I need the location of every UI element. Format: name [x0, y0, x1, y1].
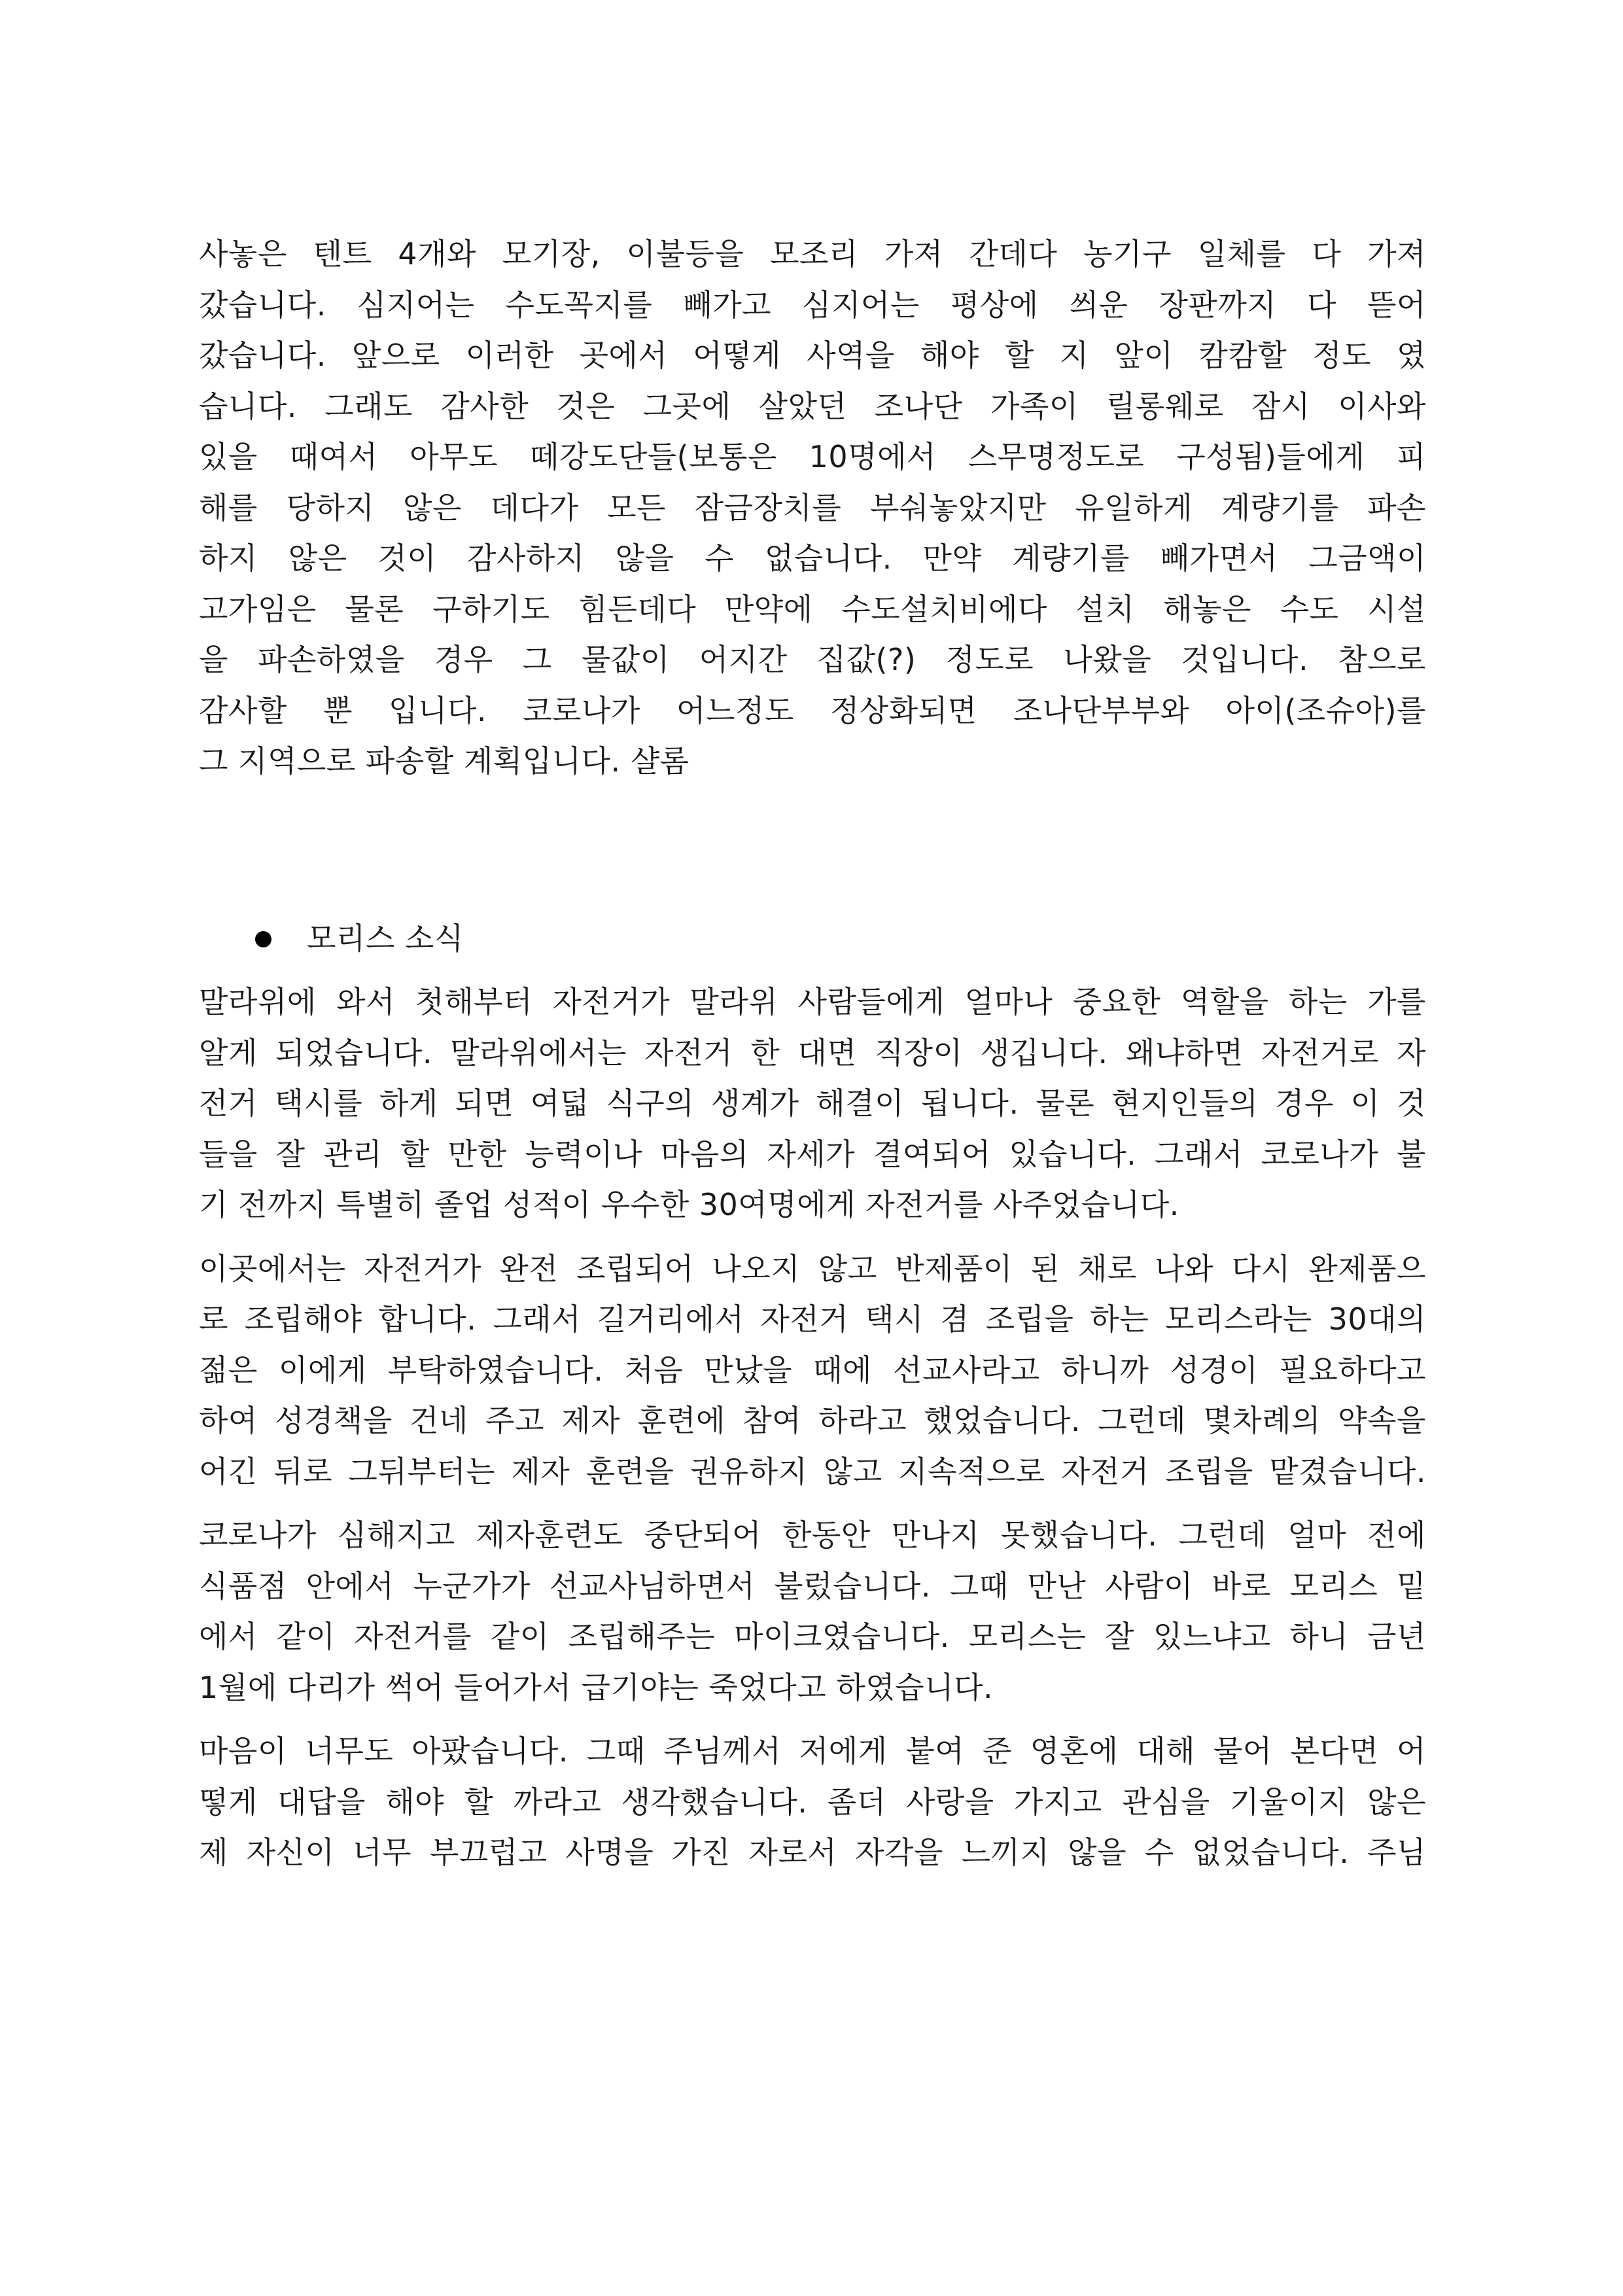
- paragraph-spacer: [199, 1497, 1426, 1510]
- paragraph-top-1: [199, 229, 1426, 787]
- text-line: 로 조립해야 합니다. 그래서 길거리에서 자전거 택시 겸 조립을 하는 모리스라는 30대의: [199, 1301, 1426, 1337]
- text-line: 기 전까지 특별히 졸업 성적이 우수한 30여명에게 자전거를 사주었습니다.: [199, 1187, 1179, 1222]
- text-line: 마음이 너무도 아팠습니다. 그때 주님께서 저에게 붙여 준 영혼에 대해 물어 본다면 어: [199, 1733, 1426, 1769]
- paragraph-spacer: [199, 1713, 1426, 1726]
- paragraph-bottom-3: [199, 1510, 1426, 1713]
- bullet-heading: 모리스 소식: [307, 920, 464, 956]
- text-line: 고가임은 물론 구하기도 힘든데다 만약에 수도설치비에다 설치 해놓은 수도 시설: [199, 591, 1426, 627]
- text-line: 떻게 대답을 해야 할 까라고 생각했습니다. 좀더 사랑을 가지고 관심을 기울이지 않은: [199, 1784, 1426, 1820]
- text-line: 해를 당하지 않은 데다가 모든 잠금장치를 부숴놓았지만 유일하게 계량기를 파손: [199, 489, 1426, 525]
- text-line: 감사할 뿐 입니다. 코로나가 어느정도 정상화되면 조나단부부와 아이(조슈아)를: [199, 692, 1426, 728]
- section-spacer: [199, 787, 1426, 913]
- text-line: 습니다. 그래도 감사한 것은 그곳에 살았던 조나단 가족이 릴롱웨로 잠시 이사와: [199, 388, 1426, 424]
- text-line: 제 자신이 너무 부끄럽고 사명을 가진 자로서 자각을 느끼지 않을 수 없었습니다. 주님: [199, 1835, 1426, 1870]
- text-line: 에서 같이 자전거를 같이 조립해주는 마이크였습니다. 모리스는 잘 있느냐고 하니 금년: [199, 1619, 1426, 1654]
- text-line: 이곳에서는 자전거가 완전 조립되어 나오지 않고 반제품이 된 채로 나와 다시 완제품으: [199, 1250, 1426, 1286]
- text-line: 젊은 이에게 부탁하였습니다. 처음 만났을 때에 선교사라고 하니까 성경이 필요하다고: [199, 1352, 1426, 1388]
- text-line: 전거 택시를 하게 되면 여덟 식구의 생계가 해결이 됩니다. 물론 현지인들의 경우 이 것: [199, 1086, 1426, 1121]
- text-line: 을 파손하였을 경우 그 물값이 어지간 집값(?) 정도로 나왔을 것입니다. 참으로: [199, 642, 1426, 677]
- bullet-dot-icon: [255, 931, 271, 947]
- text-line: 그 지역으로 파송할 계획입니다. 샬롬: [199, 743, 689, 779]
- paragraph-bottom-2: [199, 1244, 1426, 1498]
- text-line: 하지 않은 것이 감사하지 않을 수 없습니다. 만약 계량기를 빼가면서 그금액이: [199, 540, 1426, 576]
- bullet-item: [199, 913, 1426, 964]
- document-body: [199, 229, 1426, 1879]
- text-line: 식품점 안에서 누군가가 선교사님하면서 불렀습니다. 그때 만난 사람이 바로 모리스 밑: [199, 1568, 1426, 1604]
- text-line: 1월에 다리가 썩어 들어가서 급기야는 죽었다고 하였습니다.: [199, 1669, 994, 1705]
- paragraph-spacer: [199, 1231, 1426, 1244]
- paragraph-bottom-1: [199, 977, 1426, 1231]
- text-line: 갔습니다. 앞으로 이러한 곳에서 어떻게 사역을 해야 할 지 앞이 캄캄할 정도 였: [199, 338, 1426, 373]
- paragraph-bottom-4: [199, 1726, 1426, 1879]
- text-line: 사놓은 텐트 4개와 모기장, 이불등을 모조리 가져 간데다 농기구 일체를 다 가져: [199, 236, 1426, 272]
- text-line: 갔습니다. 심지어는 수도꼭지를 빼가고 심지어는 평상에 씌운 장판까지 다 뜯어: [199, 287, 1426, 323]
- text-line: 있을 때여서 아무도 떼강도단들(보통은 10명에서 스무명정도로 구성됨)들에게 피: [199, 439, 1426, 474]
- text-line: 하여 성경책을 건네 주고 제자 훈련에 참여 하라고 했었습니다. 그런데 몇차례의 약속을: [199, 1403, 1426, 1438]
- text-line: 알게 되었습니다. 말라위에서는 자전거 한 대면 직장이 생깁니다. 왜냐하면 자전거로 자: [199, 1034, 1426, 1070]
- text-line: 코로나가 심해지고 제자훈련도 중단되어 한동안 만나지 못했습니다. 그런데 얼마 전에: [199, 1517, 1426, 1553]
- text-line: 어긴 뒤로 그뒤부터는 제자 훈련을 권유하지 않고 지속적으로 자전거 조립을 맡겼습니다.: [199, 1453, 1426, 1489]
- text-line: 들을 잘 관리 할 만한 능력이나 마음의 자세가 결여되어 있습니다. 그래서 코로나가 불: [199, 1136, 1426, 1172]
- text-line: 말라위에 와서 첫해부터 자전거가 말라위 사람들에게 얼마나 중요한 역할을 하는 가를: [199, 984, 1426, 1019]
